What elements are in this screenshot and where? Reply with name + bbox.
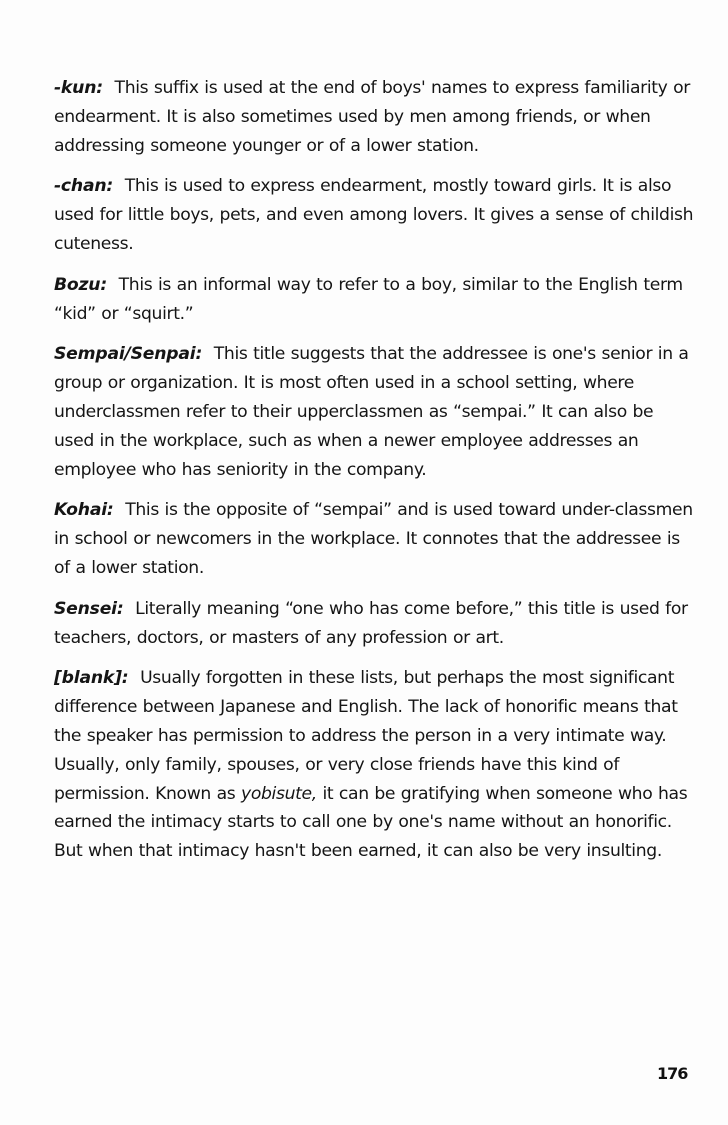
definition-blank-part1: Usually forgotten in these lists, but perhaps the most significant difference between Japanese and English. The lack of honorific means that the speaker has permission to address the person in a very intimate way. Usually, only family, spouses, or very close friends have this kind of permission. Known as [54, 668, 678, 804]
page-number: 176 [657, 1064, 688, 1083]
definition-chan: This is used to express endearment, mostly toward girls. It is also used for little boys, pets, and even among lovers. It gives a sense of childish cuteness. [54, 176, 694, 254]
glossary-entry-sensei [54, 595, 694, 653]
term-kun: -kun: [54, 78, 103, 98]
term-sempai: Sempai/Senpai: [54, 344, 203, 365]
term-bozu: Bozu: [54, 274, 108, 295]
term-chan: -chan: [54, 176, 114, 197]
yobisute-emphasis: yobisute, [241, 783, 317, 804]
glossary-entry-blank [54, 664, 694, 866]
definition-kohai: This is the opposite of “sempai” and is used toward under-classmen in school or newcomers in the workplace. It connotes that the addressee is of a lower station. [54, 500, 693, 578]
definition-blank-part2: it can be gratifying when someone who has earned the intimacy starts to call one by one's name without an honorific. But when that intimacy hasn't been earned, it can also be very insulting. [54, 783, 688, 862]
term-blank: [blank]: [54, 668, 129, 689]
definition-bozu: This is an informal way to refer to a boy, similar to the English term “kid” or “squirt.” [54, 274, 683, 324]
glossary-entry-chan [54, 172, 694, 258]
glossary-entry-kun [54, 74, 694, 160]
definition-sensei: Literally meaning “one who has come before,” this title is used for teachers, doctors, or masters of any profession or art. [54, 598, 688, 648]
glossary-entry-bozu [54, 271, 694, 329]
term-kohai: Kohai: [54, 500, 114, 521]
definition-sempai: This title suggests that the addressee is one's senior in a group or organization. It is most often used in a school setting, where underclassmen refer to their upperclassmen as “sempai.” It can also be used in the workplace, such as when a newer employee addresses an employee who has seniority in the company. [54, 344, 689, 480]
glossary-entry-sempai [54, 340, 694, 484]
term-sensei: Sensei: [54, 598, 124, 619]
definition-kun: This suffix is used at the end of boys' names to express familiarity or endearment. It is also sometimes used by men among friends, or when addressing someone younger or of a lower station. [54, 78, 690, 156]
glossary-entry-kohai [54, 496, 694, 582]
honorifics-glossary [54, 74, 694, 878]
